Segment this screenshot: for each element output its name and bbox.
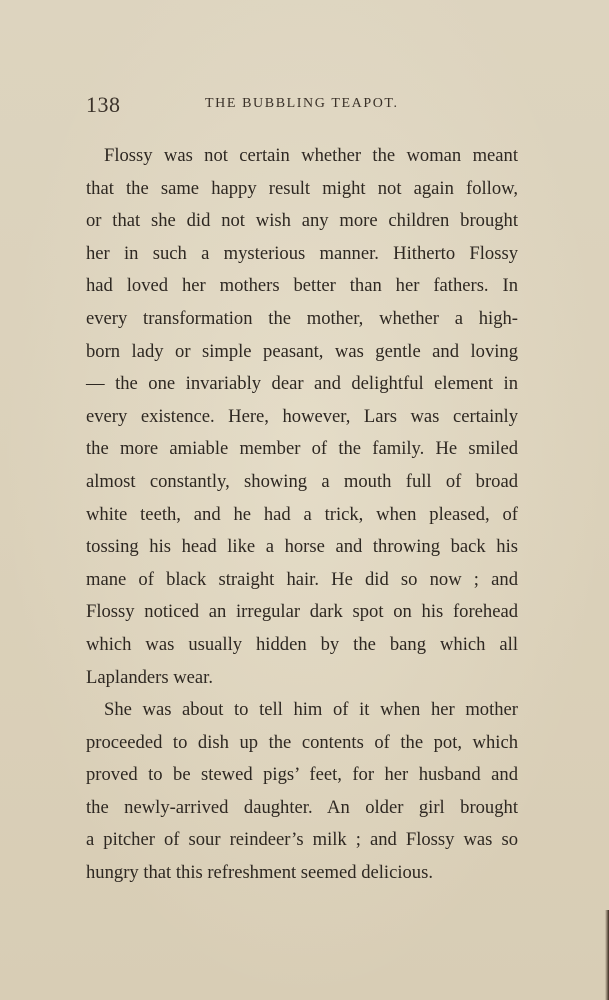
text-line: — the one invariably dear and delightful element in <box>86 373 518 395</box>
text-line: hungry that this refreshment seemed delicious. <box>86 862 433 884</box>
text-line: which was usually hidden by the bang which all <box>86 633 518 655</box>
text-line: a pitcher of sour reindeer’s milk ; and Flossy was so <box>86 829 518 851</box>
page-number: 138 <box>86 92 121 117</box>
text-line: born lady or simple peasant, was gentle and loving <box>86 340 518 362</box>
text-line: that the same happy result might not again follow, <box>86 177 518 199</box>
text-line: her in such a mysterious manner. Hitherto Flossy <box>86 242 518 264</box>
text-line: almost constantly, showing a mouth full of broad <box>86 470 518 492</box>
text-line: had loved her mothers better than her fathers. In <box>86 275 518 297</box>
text-line: mane of black straight hair. He did so now ; and <box>86 568 518 590</box>
text-line: proceeded to dish up the contents of the pot, which <box>86 731 518 753</box>
running-head: THE BUBBLING TEAPOT. <box>205 96 399 111</box>
text-line: proved to be stewed pigs’ feet, for her husband and <box>86 764 518 786</box>
paragraph <box>86 694 518 890</box>
text-line: Laplanders wear. <box>86 666 213 688</box>
text-line: every transformation the mother, whether a high- <box>86 307 518 329</box>
paragraph <box>86 140 518 694</box>
text-line: the more amiable member of the family. He smiled <box>86 438 518 460</box>
text-line: Flossy was not certain whether the woman meant <box>104 145 518 166</box>
body-text <box>86 140 518 890</box>
text-line: She was about to tell him of it when her mother <box>104 699 518 721</box>
page-edge-shadow <box>605 910 609 1000</box>
text-line: or that she did not wish any more children brought <box>86 210 518 232</box>
text-line: every existence. Here, however, Lars was certainly <box>86 405 518 427</box>
page-header <box>86 92 518 118</box>
text-line: tossing his head like a horse and throwing back his <box>86 536 518 558</box>
text-line: Flossy noticed an irregular dark spot on his forehead <box>86 601 518 623</box>
text-line: white teeth, and he had a trick, when pleased, of <box>86 503 518 525</box>
text-line: the newly-arrived daughter. An older girl brought <box>86 796 518 818</box>
